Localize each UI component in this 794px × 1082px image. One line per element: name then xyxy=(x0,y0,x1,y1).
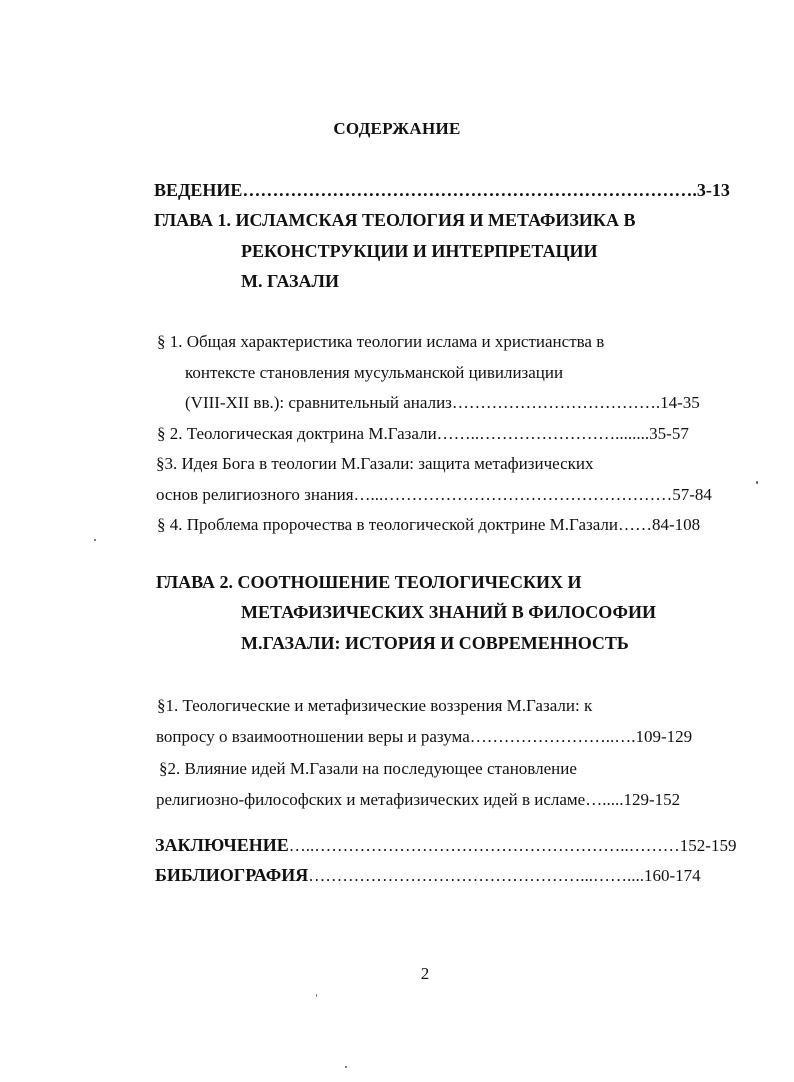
section3-line2: основ религиозного знания…...……………………………………………57-84 xyxy=(156,485,712,504)
chapter1-heading-line1: ГЛАВА 1. ИСЛАМСКАЯ ТЕОЛОГИЯ И МЕТАФИЗИКА В xyxy=(154,210,636,230)
bibliography-leader: …………………………………………...……....160-174 xyxy=(308,866,701,885)
section3-line1: §3. Идея Бога в теологии М.Газали: защита метафизических xyxy=(156,454,594,473)
bibliography-label: БИБЛИОГРАФИЯ xyxy=(155,865,309,885)
chapter2-section1-line1: §1. Теологические и метафизические воззрения М.Газали: к xyxy=(157,696,593,715)
scan-speck xyxy=(345,1066,347,1068)
section1-line3: (VIII-XII вв.): сравнительный анализ……………………………….14-35 xyxy=(185,393,700,412)
section1-line2: контексте становления мусульманской цивилизации xyxy=(185,363,564,382)
scan-speck xyxy=(756,481,758,484)
chapter1-heading-line3: М. ГАЗАЛИ xyxy=(241,271,339,291)
chapter2-heading-line3: М.ГАЗАЛИ: ИСТОРИЯ И СОВРЕМЕННОСТЬ xyxy=(241,633,629,653)
chapter2-section2-line2: религиозно-философских и метафизических идей в исламе….....129-152 xyxy=(156,790,681,809)
scan-speck xyxy=(94,539,96,541)
chapter2-section1-line2: вопросу о взаимоотношении веры и разума……………………..….109-129 xyxy=(156,727,693,746)
conclusion-leader: …..………………………………………………..………152-159 xyxy=(288,836,737,855)
chapter1-heading-line2: РЕКОНСТРУКЦИИ И ИНТЕРПРЕТАЦИИ xyxy=(241,241,598,261)
chapter2-heading-line2: МЕТАФИЗИЧЕСКИХ ЗНАНИЙ В ФИЛОСОФИИ xyxy=(241,602,656,622)
conclusion-label: ЗАКЛЮЧЕНИЕ xyxy=(155,835,289,855)
toc-entry-conclusion xyxy=(155,836,736,854)
page-number: 2 xyxy=(420,964,430,983)
toc-entry-introduction: ВЕДЕНИЕ………………………………………………………………….3-13 xyxy=(154,180,730,200)
scan-speck xyxy=(316,994,317,997)
section2-line1: § 2. Теологическая доктрина М.Газали……..……………………........35-57 xyxy=(157,424,689,443)
chapter2-section2-line1: §2. Влияние идей М.Газали на последующее становление xyxy=(159,759,577,778)
section1-line1: § 1. Общая характеристика теологии ислама и христианства в xyxy=(157,332,605,351)
page-title: СОДЕРЖАНИЕ xyxy=(333,119,461,138)
chapter2-heading-line1: ГЛАВА 2. СООТНОШЕНИЕ ТЕОЛОГИЧЕСКИХ И xyxy=(156,572,582,592)
section4-line1: § 4. Проблема пророчества в теологической доктрине М.Газали……84-108 xyxy=(157,515,701,534)
toc-entry-bibliography xyxy=(155,866,701,884)
